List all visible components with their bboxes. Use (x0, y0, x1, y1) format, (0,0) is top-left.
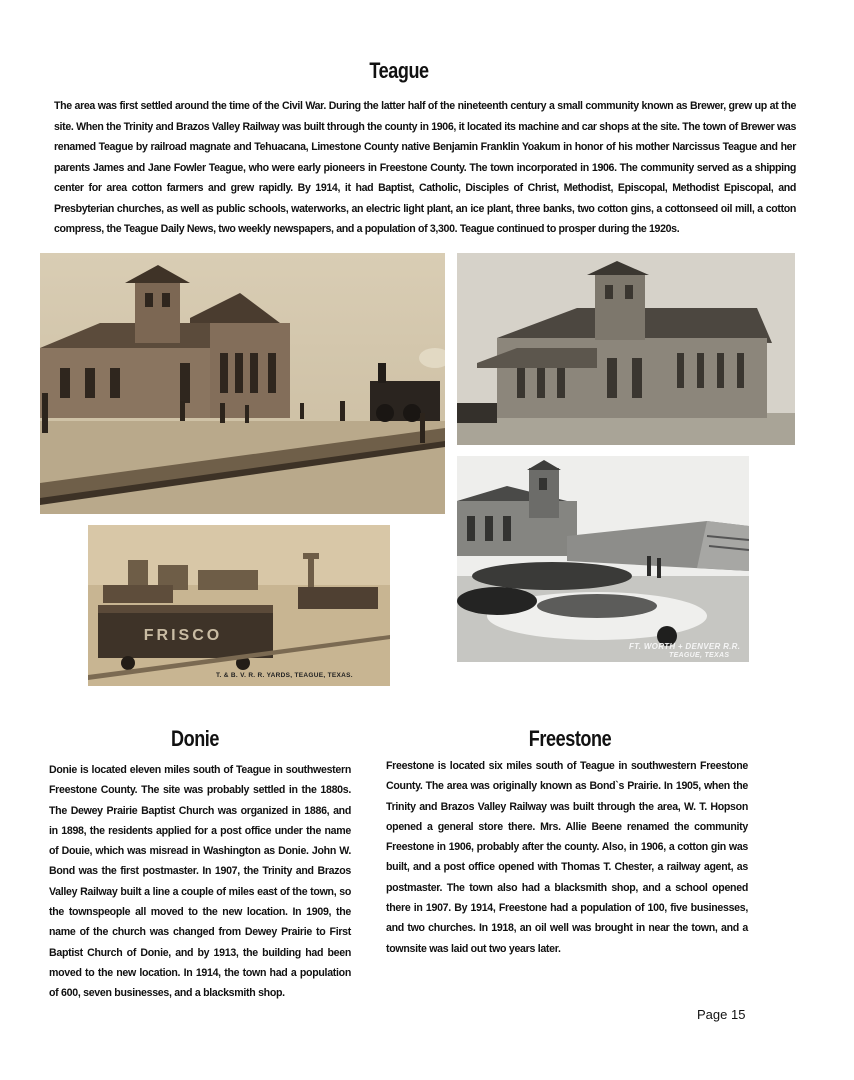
teague-paragraph: The area was first settled around the time of the Civil War. During the latter half of the nineteenth century a small community known as Brewer, grew up at the site. When the Trinity and Brazos Valley Railway was built through the county in 1906, it located its machine and car shops at the site. The town of Brewer was renamed Teague by railroad magnate and Tehuacana, Limestone County native Benjamin Franklin Yoakum in honor of his mother Narcissus Teague and her parents James and Jane Fowler Teague, who were early pioneers in Freestone County. The town incorporated in 1906. The community served as a shipping center for area cotton farmers and grew rapidly. By 1914, it had Baptist, Catholic, Disciples of Christ, Methodist, Episcopal, Methodist Episcopal, and Presbyterian churches, as well as public schools, waterworks, an electric light plant, an ice plant, three banks, two cotton gins, a cottonseed oil mill, a cotton compress, the Teague Daily News, two weekly newspapers, and a population of 3,300. Teague continued to prosper during the 1920s. (54, 100, 796, 235)
depot-building-photo (457, 253, 795, 445)
streamliner-caption-line1: FT. WORTH + DENVER R.R. (629, 642, 741, 651)
freestone-heading: Freestone (528, 726, 612, 751)
depot-steam-train-photo (40, 253, 445, 514)
teague-heading: Teague (369, 58, 429, 83)
streamliner-caption-line2: TEAGUE, TEXAS (669, 652, 730, 659)
donie-heading: Donie (170, 726, 220, 751)
freestone-paragraph: Freestone is located six miles south of Teague in southwestern Freestone County. The area was originally known as Bond`s Prairie. In 1905, when the Trinity and Brazos Valley Railway was built through the area, W. T. Hopson opened a general store there. Mrs. Allie Beene renamed the community Freestone in 1906, probably after the county. Also, in 1906, a cotton gin was built, and a post office opened with Thomas T. Chester, a railway agent, as postmaster. The town also had a blacksmith shop, and a school opened there in 1907. By 1914, Freestone had a population of 100, five businesses, and two churches. In 1918, an oil well was brought in near the town, and a townsite was laid out two years later. (386, 760, 748, 955)
donie-paragraph: Donie is located eleven miles south of Teague in southwestern Freestone County. The site was probably settled in the 1880s. The Dewey Prairie Baptist Church was organized in 1886, and in 1898, the residents applied for a post office under the name of Douie, which was misread in Washington as Donie. John W. Bond was the first postmaster. In 1907, the Trinity and Brazos Valley Railway built a line a couple of miles east of the town, so the townspeople all moved to the new location. In 1909, the name of the church was changed from Dewey Prairie to First Baptist Church of Donie, and by 1913, the building had been moved to the new location. In 1914, the town had a population of 600, seven businesses, and a blacksmith shop. (49, 764, 351, 1000)
rail-yards-photo (88, 525, 390, 686)
boxcar-lettering: FRISCO (143, 627, 223, 644)
page-number: Page 15 (697, 1007, 746, 1022)
streamliner-photo (457, 456, 749, 662)
rail-yards-caption: T. & B. V. R. R. YARDS, TEAGUE, TEXAS. (216, 672, 353, 679)
